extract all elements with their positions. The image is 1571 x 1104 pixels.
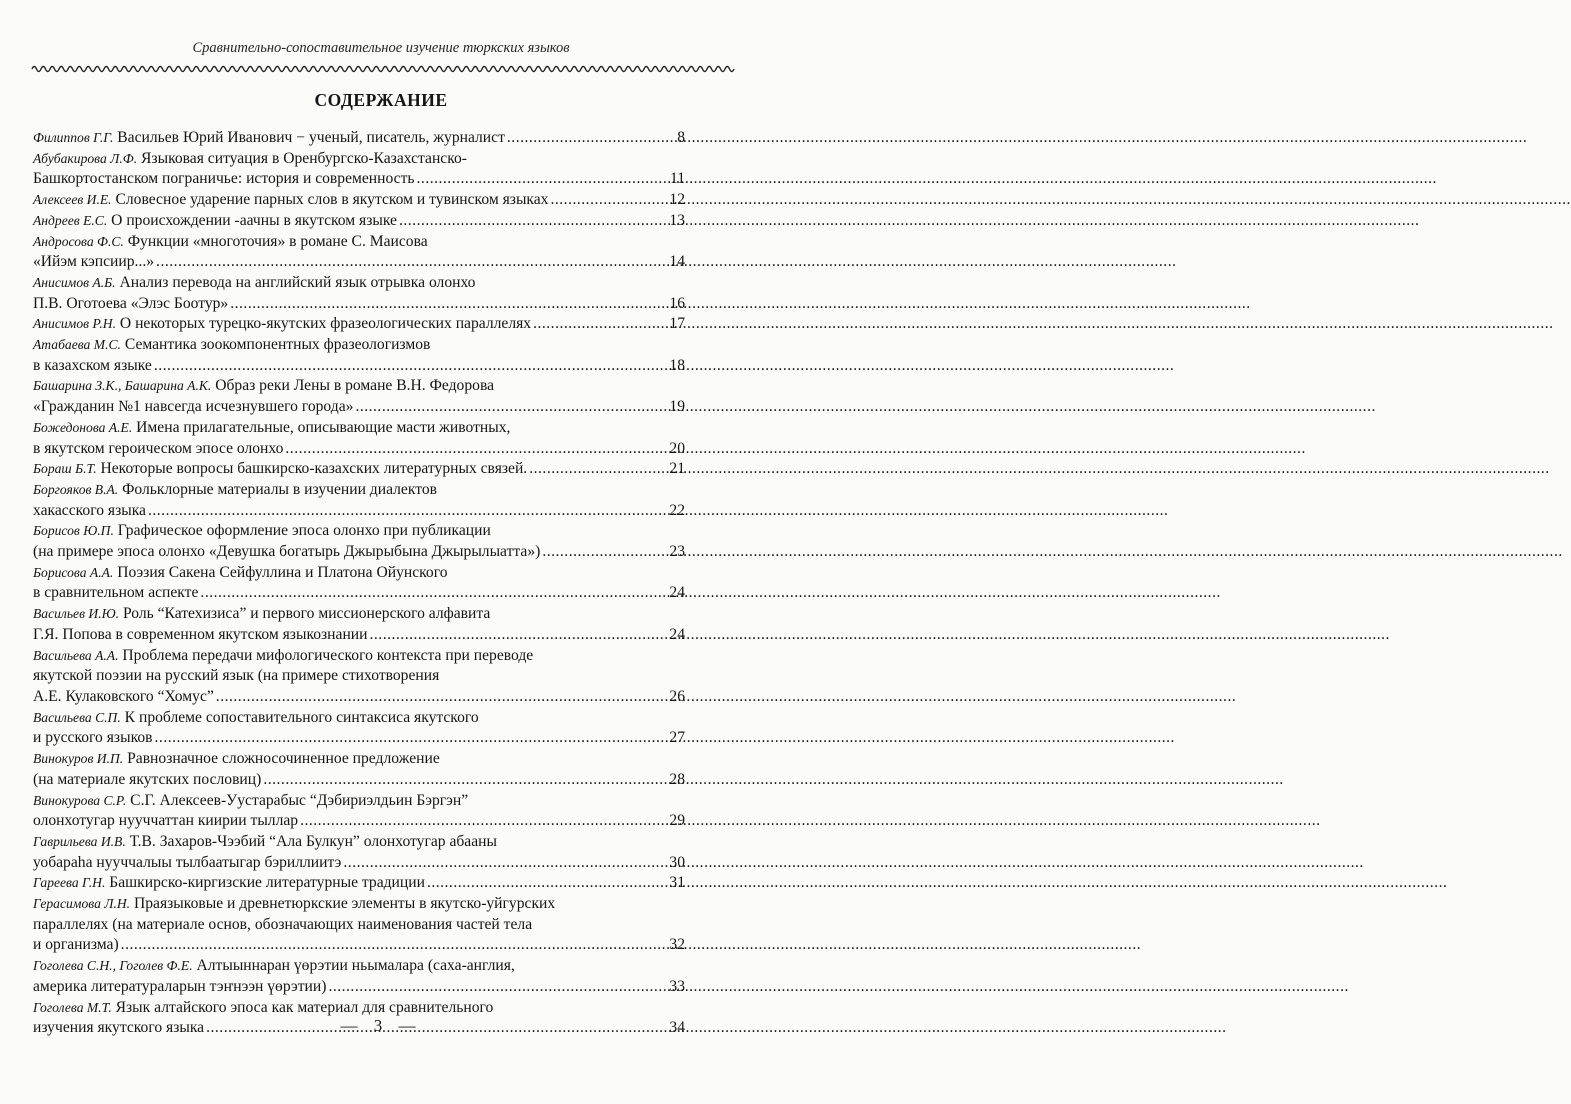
toc-entry-page: 26 xyxy=(669,687,685,705)
toc-entry-author: Борисова А.А. xyxy=(33,564,114,580)
toc-entry-line xyxy=(33,252,685,273)
toc-entry xyxy=(33,521,685,562)
toc-entry xyxy=(33,190,685,211)
toc-entry-page: 23 xyxy=(669,543,685,561)
toc-entry-line xyxy=(33,853,685,874)
toc-entry-page: 32 xyxy=(669,936,685,954)
toc-entry-title: в якутском героическом эпосе олонхо xyxy=(33,439,284,457)
toc-entry-title: в сравнительном аспекте xyxy=(33,584,199,602)
toc-entry-author: Васильева С.П. xyxy=(33,709,121,725)
toc-entry-author: Герасимова Л.Н. xyxy=(33,896,131,912)
toc-entry-page: 20 xyxy=(669,439,685,457)
toc-entry-author: Гареева Г.Н. xyxy=(33,875,106,891)
toc-entry-title: Словесное ударение парных слов в якутском и тувинском языках xyxy=(115,191,549,209)
toc-entry-title: «Ийэм кэпсиир...» xyxy=(33,253,155,271)
toc-entry-title: К проблеме сопоставительного синтаксиса якутского xyxy=(124,708,479,726)
dot-leader xyxy=(529,459,665,480)
dot-leader xyxy=(550,190,665,211)
toc-entry xyxy=(33,791,685,832)
running-header: Сравнительно-сопоставительное изучение тюркских языков xyxy=(192,40,570,56)
toc-entry xyxy=(33,211,685,232)
toc-entry-title: Т.В. Захаров-Чээбий “Ала Булкун” олонхотугар абааны xyxy=(129,832,497,850)
toc-entry-author: Филиппов Г.Г. xyxy=(33,130,114,145)
toc-entry-title: Языковая ситуация в Оренбургско-Казахстанско- xyxy=(141,149,467,167)
toc-entry-page: 34 xyxy=(669,1019,685,1037)
toc-entry-line xyxy=(33,501,685,522)
toc-entry xyxy=(33,956,685,997)
toc-entry-line xyxy=(33,335,685,356)
toc-entry-page: 24 xyxy=(669,625,685,643)
toc-entry-line xyxy=(33,128,685,149)
dot-leader xyxy=(263,770,665,791)
toc-entry-line xyxy=(33,625,685,646)
page-title: СОДЕРЖАНИЕ xyxy=(314,90,448,110)
toc-entry-title: олонхотугар нууччаттан киирии тыллар xyxy=(33,812,299,830)
toc-entry-title: Семантика зоокомпонентных фразеологизмов xyxy=(124,336,431,354)
toc-entry-line xyxy=(33,356,685,377)
toc-entry xyxy=(33,232,685,273)
toc-entry-line xyxy=(33,480,685,501)
toc-entry-line xyxy=(33,294,685,315)
toc-entry-title: Роль “Катехизиса” и первого миссионерского алфавита xyxy=(122,605,491,623)
toc-entry-page: 28 xyxy=(669,770,685,788)
dot-leader xyxy=(399,211,665,232)
toc-entry-line xyxy=(33,418,685,439)
toc-entry-title: и русского языков xyxy=(33,729,153,747)
toc-entry-line xyxy=(33,935,685,956)
toc-entry-line xyxy=(33,563,685,584)
toc-entry-author: Винокуров И.П. xyxy=(33,751,124,767)
dot-leader xyxy=(200,583,665,604)
toc-entry-page: 11 xyxy=(669,170,685,188)
toc-entry-author: Андреев Е.С. xyxy=(33,212,108,228)
toc-entry xyxy=(33,480,685,521)
toc-entry-title: Праязыковые и древнетюркские элементы в якутско-уйгурских xyxy=(134,895,556,913)
toc-entry-title: П.В. Оготоева «Элэс Боотур» xyxy=(33,294,229,312)
dot-leader xyxy=(328,977,665,998)
toc-entry-title: хакасского языка xyxy=(33,501,146,519)
toc-entry-title: америка литератураларын тэҥнээн үөрэтии) xyxy=(33,977,327,995)
toc-entry-author: Гоголева С.Н., Гоголев Ф.Е. xyxy=(33,958,193,974)
toc-entry-line xyxy=(33,894,685,915)
toc-entry xyxy=(33,894,685,956)
toc-entry-title: якутской поэзии на русский язык (на примере стихотворения xyxy=(33,667,440,685)
toc-entry-line xyxy=(33,459,685,480)
toc-entry-line xyxy=(33,521,685,542)
toc-entry-line xyxy=(33,708,685,729)
dot-leader xyxy=(148,501,665,522)
toc-entry xyxy=(33,418,685,459)
toc-entry-page: 18 xyxy=(669,356,685,374)
toc-entry-line xyxy=(33,583,685,604)
toc-entry-line xyxy=(33,791,685,812)
toc-entry-line xyxy=(33,376,685,397)
toc-entry-line xyxy=(33,749,685,770)
page-number: — 3 — xyxy=(340,1016,422,1035)
toc-entry-page: 33 xyxy=(669,977,685,995)
toc-entry-page: 13 xyxy=(669,211,685,229)
toc-entry-title: О некоторых турецко-якутских фразеологических параллелях xyxy=(119,315,532,333)
toc-entry-title: Алтыыннаран үөрэтии ньымалара (саха-англия, xyxy=(196,957,515,975)
toc-entry xyxy=(33,459,685,480)
dot-leader xyxy=(154,356,665,377)
dot-leader xyxy=(156,252,665,273)
toc-entry-line xyxy=(33,314,685,335)
table-of-contents xyxy=(33,128,685,1039)
toc-entry-author: Борисов Ю.П. xyxy=(33,523,114,539)
toc-entry-line xyxy=(33,397,685,418)
toc-entry-page: 8 xyxy=(677,129,685,146)
dot-leader xyxy=(216,687,665,708)
toc-entry-page: 17 xyxy=(669,315,685,333)
toc-entry-title: и организма) xyxy=(33,936,119,954)
toc-entry-title: Некоторые вопросы башкирско-казахских литературных связей. xyxy=(100,460,528,478)
toc-entry-title: Образ реки Лены в романе В.Н. Федорова xyxy=(215,377,495,395)
toc-entry xyxy=(33,273,685,314)
toc-entry-author: Анисимов А.Б. xyxy=(33,274,116,290)
toc-entry-title: (на примере эпоса олонхо «Девушка богатырь Джырыбына Джырылыатта») xyxy=(33,543,541,561)
toc-entry xyxy=(33,604,685,645)
toc-entry-title: О происхождении -аачны в якутском языке xyxy=(111,211,397,229)
toc-entry-title: А.Е. Кулаковского “Хомус” xyxy=(33,687,214,705)
toc-entry-line xyxy=(33,977,685,998)
toc-entry xyxy=(33,708,685,749)
toc-entry-title: уобараhа нууччалыы тылбаатыгар бэриллиитэ xyxy=(33,853,342,871)
toc-entry-page: 30 xyxy=(669,853,685,871)
toc-entry xyxy=(33,314,685,335)
toc-entry-line xyxy=(33,149,685,170)
toc-entry-author: Винокурова С.Р. xyxy=(33,792,127,808)
toc-entry-author: Анисимов Р.Н. xyxy=(33,316,117,332)
toc-entry-title: Имена прилагательные, описывающие масти животных, xyxy=(136,418,511,436)
toc-entry-author: Васильев И.Ю. xyxy=(33,606,120,622)
toc-entry-page: 24 xyxy=(669,584,685,602)
toc-entry-page: 16 xyxy=(669,294,685,312)
toc-entry-page: 27 xyxy=(669,729,685,747)
toc-entry-line xyxy=(33,211,685,232)
toc-entry-title: Анализ перевода на английский язык отрывка олонхо xyxy=(119,273,476,291)
toc-entry-title: «Гражданин №1 навсегда исчезнувшего города» xyxy=(33,398,354,416)
toc-entry-title: Функции «многоточия» в романе С. Маисова xyxy=(127,232,428,250)
dot-leader xyxy=(417,169,665,190)
toc-entry xyxy=(33,749,685,790)
toc-entry xyxy=(33,128,685,149)
toc-entry-author: Абубакирова Л.Ф. xyxy=(33,150,138,166)
toc-entry-page: 12 xyxy=(669,191,685,209)
toc-entry-author: Алексеев И.Е. xyxy=(33,192,112,208)
toc-entry-page: 29 xyxy=(669,812,685,830)
toc-entry-line xyxy=(33,646,685,667)
toc-entry xyxy=(33,149,685,190)
dot-leader xyxy=(121,935,665,956)
toc-entry-line xyxy=(33,439,685,460)
toc-entry-page: 31 xyxy=(669,874,685,892)
toc-entry-author: Васильева А.А. xyxy=(33,647,119,663)
toc-entry-line xyxy=(33,873,685,894)
toc-entry-title: Г.Я. Попова в современном якутском языкознании xyxy=(33,625,368,643)
toc-entry xyxy=(33,376,685,417)
toc-entry-author: Боргояков В.А. xyxy=(33,481,119,497)
toc-entry-author: Бораш Б.Т. xyxy=(33,461,97,477)
toc-entry-line xyxy=(33,190,685,211)
toc-entry-line xyxy=(33,832,685,853)
toc-entry-title: Графическое оформление эпоса олонхо при публикации xyxy=(117,522,491,540)
toc-entry-title: в казахском языке xyxy=(33,356,152,374)
toc-entry-page: 19 xyxy=(669,398,685,416)
toc-entry-author: Божедонова А.Е. xyxy=(33,419,133,435)
toc-entry-author: Гаврильева И.В. xyxy=(33,833,126,849)
dot-leader xyxy=(542,542,665,563)
toc-entry-title: Васильев Юрий Иванович − ученый, писатель, журналист xyxy=(117,129,505,146)
toc-entry-author: Башарина З.К., Башарина А.К. xyxy=(33,378,212,394)
toc-entry-title: параллелях (на материале основ, обозначающих наименования частей тела xyxy=(33,915,533,933)
toc-entry-line xyxy=(33,956,685,977)
toc-entry-title: Равнозначное сложносочиненное предложение xyxy=(127,750,440,768)
toc-entry-author: Гоголева М.Т. xyxy=(33,999,112,1015)
decorative-wave-divider xyxy=(32,62,730,76)
dot-leader xyxy=(370,625,666,646)
toc-entry-line xyxy=(33,604,685,625)
toc-entry-line xyxy=(33,915,685,936)
toc-entry-title: Проблема передачи мифологического контекста при переводе xyxy=(122,646,534,664)
toc-entry-page: 22 xyxy=(669,501,685,519)
toc-entry-title: Башкортостанском пограничье: история и современность xyxy=(33,170,415,188)
dot-leader xyxy=(343,853,665,874)
toc-entry-author: Андросова Ф.С. xyxy=(33,233,124,249)
toc-entry-page: 14 xyxy=(669,253,685,271)
dot-leader xyxy=(300,811,665,832)
toc-entry-line xyxy=(33,169,685,190)
toc-entry-title: Башкирско-киргизские литературные традиции xyxy=(109,874,425,892)
toc-entry-title: Фольклорные материалы в изучении диалектов xyxy=(122,480,437,498)
toc-entry-author: Атабаева М.С. xyxy=(33,337,121,353)
dot-leader xyxy=(285,439,665,460)
toc-entry-title: Язык алтайского эпоса как материал для сравнительного xyxy=(115,998,494,1016)
toc-entry-title: изучения якутского языка xyxy=(33,1019,205,1037)
dot-leader xyxy=(355,397,665,418)
toc-entry-line xyxy=(33,687,685,708)
toc-entry-line xyxy=(33,232,685,253)
toc-entry-page: 21 xyxy=(669,460,685,478)
dot-leader xyxy=(155,728,665,749)
dot-leader xyxy=(533,314,665,335)
toc-entry-title: С.Г. Алексеев-Уустарабыс “Дэбириэлдьин Бэргэн” xyxy=(130,791,469,809)
dot-leader xyxy=(427,873,665,894)
toc-entry-title: (на материале якутских пословиц) xyxy=(33,770,262,788)
toc-entry-line xyxy=(33,811,685,832)
dot-leader xyxy=(230,294,665,315)
toc-entry xyxy=(33,832,685,873)
dot-leader xyxy=(507,128,665,149)
toc-entry xyxy=(33,646,685,708)
toc-entry-line xyxy=(33,728,685,749)
toc-entry-line xyxy=(33,542,685,563)
toc-entry-line xyxy=(33,273,685,294)
toc-entry xyxy=(33,873,685,894)
toc-entry-line xyxy=(33,666,685,687)
toc-entry xyxy=(33,335,685,376)
toc-entry xyxy=(33,563,685,604)
toc-entry-line xyxy=(33,770,685,791)
toc-entry-title: Поэзия Сакена Сейфуллина и Платона Ойунского xyxy=(117,563,448,581)
